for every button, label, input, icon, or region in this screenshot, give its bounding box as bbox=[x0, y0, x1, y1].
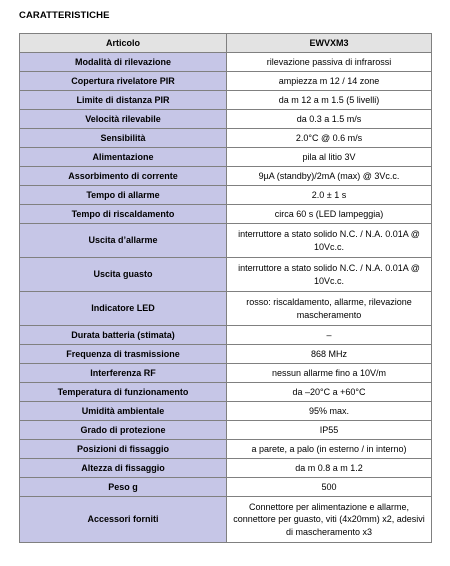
header-value-cell: EWVXM3 bbox=[227, 34, 432, 53]
spec-value: 9µA (standby)/2mA (max) @ 3Vc.c. bbox=[227, 167, 432, 186]
table-row bbox=[20, 345, 432, 364]
table-row bbox=[20, 186, 432, 205]
table-row bbox=[20, 497, 432, 543]
table-row bbox=[20, 402, 432, 421]
spec-value: IP55 bbox=[227, 421, 432, 440]
spec-value: rosso: riscaldamento, allarme, rilevazione mascheramento bbox=[227, 292, 432, 326]
table-row bbox=[20, 364, 432, 383]
spec-label: Indicatore LED bbox=[20, 292, 227, 326]
spec-value: da –20°C a +60°C bbox=[227, 383, 432, 402]
spec-value: da m 0.8 a m 1.2 bbox=[227, 459, 432, 478]
section-heading: CARATTERISTICHE bbox=[19, 10, 110, 21]
spec-value: nessun allarme fino a 10V/m bbox=[227, 364, 432, 383]
table-row bbox=[20, 148, 432, 167]
spec-label: Frequenza di trasmissione bbox=[20, 345, 227, 364]
table-row bbox=[20, 258, 432, 292]
spec-label: Uscita d’allarme bbox=[20, 224, 227, 258]
table-row bbox=[20, 459, 432, 478]
table-row bbox=[20, 440, 432, 459]
table-row bbox=[20, 224, 432, 258]
spec-value: interruttore a stato solido N.C. / N.A. 0.01A @ 10Vc.c. bbox=[227, 224, 432, 258]
table-row bbox=[20, 110, 432, 129]
table-row bbox=[20, 129, 432, 148]
spec-value: pila al litio 3V bbox=[227, 148, 432, 167]
spec-value: – bbox=[227, 326, 432, 345]
spec-label: Assorbimento di corrente bbox=[20, 167, 227, 186]
spec-value: 2.0°C @ 0.6 m/s bbox=[227, 129, 432, 148]
spec-label: Durata batteria (stimata) bbox=[20, 326, 227, 345]
specifications-table bbox=[19, 33, 432, 543]
table-row bbox=[20, 421, 432, 440]
spec-label: Velocità rilevabile bbox=[20, 110, 227, 129]
spec-label: Posizioni di fissaggio bbox=[20, 440, 227, 459]
table-row bbox=[20, 53, 432, 72]
spec-label: Alimentazione bbox=[20, 148, 227, 167]
spec-label: Limite di distanza PIR bbox=[20, 91, 227, 110]
spec-label: Accessori forniti bbox=[20, 497, 227, 543]
spec-value: rilevazione passiva di infrarossi bbox=[227, 53, 432, 72]
spec-label: Uscita guasto bbox=[20, 258, 227, 292]
spec-label: Tempo di riscaldamento bbox=[20, 205, 227, 224]
spec-value: interruttore a stato solido N.C. / N.A. 0.01A @ 10Vc.c. bbox=[227, 258, 432, 292]
spec-value: da 0.3 a 1.5 m/s bbox=[227, 110, 432, 129]
table-row bbox=[20, 383, 432, 402]
table-row bbox=[20, 292, 432, 326]
spec-value: 2.0 ± 1 s bbox=[227, 186, 432, 205]
table-row bbox=[20, 326, 432, 345]
spec-label: Umidità ambientale bbox=[20, 402, 227, 421]
table-row bbox=[20, 72, 432, 91]
spec-label: Tempo di allarme bbox=[20, 186, 227, 205]
spec-value: a parete, a palo (in esterno / in interno) bbox=[227, 440, 432, 459]
spec-label: Temperatura di funzionamento bbox=[20, 383, 227, 402]
spec-label: Grado di protezione bbox=[20, 421, 227, 440]
spec-label: Peso g bbox=[20, 478, 227, 497]
spec-value: 868 MHz bbox=[227, 345, 432, 364]
spec-value: ampiezza m 12 / 14 zone bbox=[227, 72, 432, 91]
spec-value: Connettore per alimentazione e allarme, connettore per guasto, viti (4x20mm) x2, adesivi di mascheramento x3 bbox=[227, 497, 432, 543]
spec-value: 95% max. bbox=[227, 402, 432, 421]
table-header-row bbox=[20, 34, 432, 53]
spec-value: circa 60 s (LED lampeggia) bbox=[227, 205, 432, 224]
spec-value: 500 bbox=[227, 478, 432, 497]
spec-label: Altezza di fissaggio bbox=[20, 459, 227, 478]
spec-value: da m 12 a m 1.5 (5 livelli) bbox=[227, 91, 432, 110]
table-row bbox=[20, 167, 432, 186]
table-row bbox=[20, 205, 432, 224]
table-row bbox=[20, 91, 432, 110]
spec-label: Modalità di rilevazione bbox=[20, 53, 227, 72]
table-row bbox=[20, 478, 432, 497]
spec-label: Sensibilità bbox=[20, 129, 227, 148]
spec-label: Interferenza RF bbox=[20, 364, 227, 383]
spec-label: Copertura rivelatore PIR bbox=[20, 72, 227, 91]
header-label-cell: Articolo bbox=[20, 34, 227, 53]
